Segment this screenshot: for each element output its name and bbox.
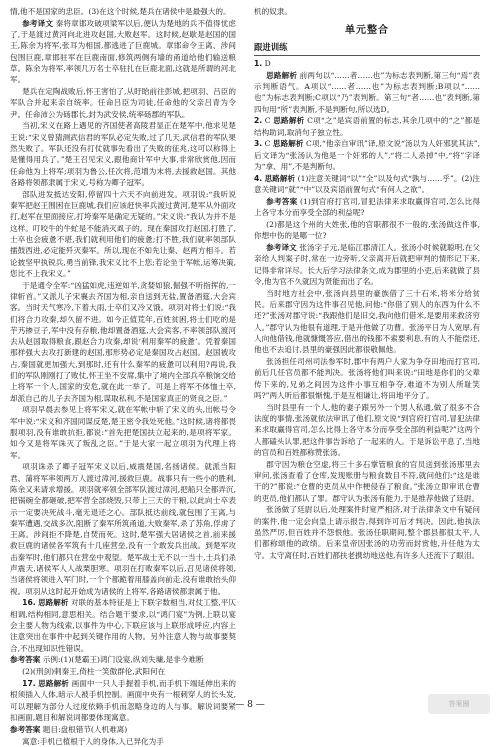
paragraph-label: 参考答案 [10, 724, 41, 734]
paragraph-label: 思路解析 [38, 679, 70, 689]
paragraph-text: 当时县里有一个人,他的妻子跟另外一个男人私通,做了很多不合法度的事情,张汤就依法审讯了他们,原文说“到官府打官司,冒犯法律来求取赢得官司,怎么比得上各守本分而享受全部的利益呢?”这两个人都磕头认罪,把这件事告诉给了一起来的人。于是诉讼平息了,当地的官员和百姓都称赞张汤。 [254, 402, 480, 457]
paragraph-label: 思路解析 [266, 70, 298, 80]
paragraph [10, 666, 236, 677]
paragraph-text: (2)都是这个州的大姓张,他的官职都很不一般的,张汤做这件事,你想中伤的是哪一位? [254, 220, 480, 241]
paragraph [10, 461, 236, 597]
section-title: 跟进训练 [254, 42, 480, 56]
paragraph-text: (1)注意关键词“以”“全”以及句式“孰与……乎”。(2)注意关键词“就”“中”以及宾语前置句式“有何人之欲”。 [254, 173, 480, 195]
paragraph-text: C项,“他亲自审讯”译,原文说“汤以为人奸邪犹其法”,后文译为“张汤认为他是一个奸邪的人”,“将二人杀掉”中,“将”字译为“拿、用”,不是判断句。 [254, 139, 481, 172]
paragraph [10, 654, 236, 665]
paragraph-label: 参考答案 [10, 655, 41, 665]
paragraph-text: 项羽诛杀了卿子冠军宋义以后,威震楚国,名扬诸侯。就派当阳君、蒲将军率领两万人渡过漳河,援救巨鹿。战事只有一些小的胜利,陈余又来请求增援。项羽就率领全部军队渡过漳河,把船只全都弄沉,把锅碗全都砸破,把军营全部烧毁,只带上三天的干粮,以此向士卒表示一定要决死战斗,毫无退还之心。部队抵达前线,就包围了王离,与秦军遭遇,交战多次,阻断了秦军所筑甬道,大败秦军,杀了苏角,俘虏了王离。涉间拒不降楚,自焚而死。这时,楚军强大居诸侯之首,前来援救巨鹿的诸侯各军筑有十几座营垒,没有一个敢发兵出战。到楚军攻击秦军时,他们都只在营垒中观望。楚军战士无不以一当十,士兵们杀声震天,诸侯军人人战栗胆寒。项羽在打败秦军以后,召见诸侯将领,当诸侯将领进入军门时,一个个都跪着用膝盖向前走,没有谁敢抬头仰视。项羽从这时起开始成为诸侯的上将军,各路诸侯都隶属于他。 [10, 462, 236, 596]
paragraph-text: 项羽早晨去参见上将军宋义,就在军帐中斩了宋义的头,出帐号令军中说:“宋义和齐国同谋反楚,楚王密令我处死他。”这时候,诸将都畏服项羽,没有谁敢抗拒,都说:“首先把楚国扶立起来的,是项将军家。如今又是将军诛灭了叛乱之臣。”于是大家一起立项羽为代理上将军。 [10, 405, 236, 460]
paragraph [10, 724, 236, 735]
unit-title: 单元整合 [345, 25, 389, 37]
paragraph-text: (2)(刑剑)剌秦王,倚柱一笑傲群伦,武阳何在 [22, 667, 166, 677]
paragraph [10, 86, 236, 120]
paragraph-text: 当时地方社会中,张汤向县里的豪族借了三十石米,将米分给贫民。后来郡守因为这件事召见他,问他:“你借了别人的东西为什么不还?”张汤对郡守说:“我跟他们是旧交,我向他们借米,是要用来救济穷人。”郡守认为他很有道理,于是升他做了功曹。张汤平日为人宽厚,有人向他借钱,他就慷慨答应,借出的钱都不索要利息,有的人不能偿还,他也不去追讨,县里的豪强因此都很敬佩他。 [254, 288, 480, 355]
paragraph-text: 寓意:手机已植根于人的身体,人已异化为手 [22, 736, 164, 746]
paragraph-text: 示例:(1)(楚霸王)鸿门设宴,纵刘失墉,是非今难断 [42, 655, 204, 665]
paragraph-qnum: 4. [254, 173, 263, 183]
paragraph [10, 280, 236, 404]
paragraph-label: 思路解析 [264, 173, 296, 183]
paragraph [10, 120, 236, 188]
page-number: — 8 — [235, 700, 265, 710]
paragraph-label: 参考译文 [22, 18, 54, 28]
paragraph-label: 思路解析 [272, 139, 304, 149]
paragraph [10, 6, 236, 17]
watermark-text: 答案圈 [448, 700, 470, 708]
paragraph-text: 郡守因为粮仓空虚,将三十多石掌管粮食的官员送到张汤那里去审问,张汤查看了仓库,发现账册与粮食数目不符,就问他们:“这是谁干的?”都说:“仓曹的吏员从中作梗侵吞了粮食。”张汤立即审讯仓曹的吏员,他们都认了罪。郡守认为张汤有能力,于是推荐他做了廷尉。 [254, 459, 480, 503]
paragraph [254, 504, 480, 560]
paragraph-text: (1)到官府打官司,冒犯法律来求取赢得官司,怎么比得上各守本分而享受全部的利益呢? [254, 196, 480, 218]
paragraph-label: 思路解析 [273, 116, 305, 126]
watermark-logo [428, 694, 490, 714]
paragraph-label: 思路解析 [38, 598, 69, 608]
paragraph [254, 402, 480, 458]
paragraph [10, 736, 236, 747]
paragraph-text: 张汤字子元,是临江郡清江人。张汤小时候就聪明,在父亲给人判案子时,常在一边旁听,父亲离开后就把审判的情形记下来,记得非常详尽。长大后学习法律条文,成为郡里的小吏,后来就做了县令,他为官不久就因为贤能而出了名。 [254, 243, 480, 287]
paragraph-label: 参考答案 [266, 196, 298, 206]
paragraph-text: 张汤做了廷尉以后,处理案件时宽严相济,对于法律条文中有疑问的案件,他一定会向皇上请示报告,得到许可后才判决。因此,他执法虽然严厉,但百姓并不怨恨他。张汤任职期间,整个郡县都很太平,人们都称颂他的政绩。后来皇帝因张汤的功劳而封赏他,升任他为太守。太守离任时,百姓们都扶老携幼地送他,有许多人还流下了眼泪。 [254, 505, 480, 560]
paragraph-text: 当初,宋义在路上遇见的齐国使者高陵君显正在楚军中,他求见楚王说:“宋义曾猜测武信君的军队必定失败,过了几天,武信君的军队果然失败了。军队还没有打仗就事先看出了失败的征兆,这可以称得上是懂得用兵了。”楚王召见宋义,跟他商计军中大事,非常欣赏他,因而任命他为上将军;项羽为鲁公,任次将,范增为末将,去援救赵国。其他各路将领都隶属于宋义,号称为卿子冠军。 [10, 121, 236, 187]
left-column [10, 6, 237, 746]
paragraph [10, 404, 236, 460]
right-paragraphs [254, 58, 480, 561]
paragraph-text: 画面中一只人手握着手机,而手机下端延伸出来的根须插入人体,暗示人被手机控制。画面中央有一根刺穿人的长头发,可以理解为部分人过度依赖手机而忽略身边的人与事。解说词要紧扣画面,题目和解说词都要体现寓意。 [10, 679, 237, 722]
paragraph-text: 情,他不是国家的忠臣。(3)在这个时候,楚兵在诸侯中是最强大的。 [10, 7, 231, 16]
paragraph [254, 356, 480, 401]
paragraph [254, 115, 480, 138]
right-top-line: 机的奴隶。 [254, 7, 292, 16]
paragraph [254, 196, 480, 219]
paragraph-num: 16. [22, 598, 36, 608]
paragraph [10, 18, 236, 86]
paragraph [10, 597, 236, 653]
paragraph [254, 242, 480, 287]
paragraph-text: D [264, 58, 271, 68]
paragraph [254, 288, 480, 356]
paragraph-text: 题目:盘根错节(人机难离) [42, 724, 128, 734]
paragraph-text: 对联的基本特征是上下联字数相当,对仗工整,平仄相调,结构相同,意思相关。结合题干要求,以“鸿门宴”为例,上联以宴会主要人物为线索,以事件为中心,下联应该与上联形成呼应,内容上注意突出在事件中起到关键作用的人物。另外注意人物与故事要契合,不出现知识性错误。 [10, 598, 236, 653]
paragraph-text: C [264, 139, 271, 149]
paragraph-num: 17. [22, 679, 36, 689]
paragraph-text: C [264, 116, 271, 126]
paragraph-qnum: 3. [254, 139, 263, 149]
paragraph-qnum: 2. [254, 116, 263, 126]
paragraph-text: C项“之”是宾语前置的标志,其余几项中的“之”都是结构助词,取消句子独立性。 [254, 116, 480, 137]
paragraph-text: 秦将章邯攻破项梁军以后,便认为楚地的兵不值得忧虑了,于是渡过黄河向北进攻赵国,大败赵军。这时候,赵歇是赵国的国王,陈余为将军,张耳为相国,都逃进了巨鹿城。章邯命令王离、涉间包围巨鹿,章邯驻军在巨鹿南面,修筑两侧有墙的甬道给他们输送粮草。陈余为将军,率领几万名士卒驻扎在巨鹿北面,这就是所谓的河北军。 [10, 18, 236, 85]
paragraph [254, 138, 480, 172]
paragraph [254, 58, 480, 69]
paragraph-label: 参考译文 [266, 243, 297, 253]
paragraph [254, 173, 480, 196]
paragraph-text: 前两句以“……者……也”为标志表判断,第三句“焉”表示判断语气。A项以“……者……也”为标志表判断;B项以“……也”为标志表判断;C项以“乃”表判断。第三句“者……也”表判断,第四句用“所”表判断,不是判断句,所以选D。 [254, 70, 481, 114]
paragraph-text: 部队进发抵达安阳,停留四十六天不向前进发。项羽说:“我听说秦军把赵王围困在巨鹿城,我们应该赶快率兵渡过黄河,楚军从外面攻打,赵军在里面接应,打垮秦军是确定无疑的。”宋义说:“我认为并不是这样。叮咬牛的牛虻是不能消灭虱子的。现在秦国攻打赵国,打胜了,士卒也会疲惫不堪,我们就利用他们的疲惫;打不胜,我们就率领部队擂鼓西进,必定能歼灭秦军。所以,现在不如先让秦、赵两方相斗。若论披坚甲执锐兵,勇当前锋,我宋义比不上您;若论坐于军帐,运筹决策,您比不上我宋义。” [10, 189, 236, 278]
paragraph-text: 张汤担任司州司法参军时,郡中有两户人家为争夺田地而打官司,前后几任官员都不能判决。张汤将他们叫来说:“田地是你们的父辈传下来的,兄弟之间因为这件小事互相争夺,难道不为别人所耻笑吗?”两人听后都很惭愧,于是互相谦让,将田地平分了。 [254, 357, 480, 400]
paragraph [254, 70, 480, 115]
paragraph-qnum: 1. [254, 58, 263, 68]
right-column [254, 6, 480, 696]
paragraph [254, 219, 480, 242]
paragraph [10, 189, 236, 279]
paragraph [254, 459, 480, 504]
paragraph-text: 楚兵在定陶战败后,怀王害怕了,从盱眙前往彭城,把项羽、吕臣的军队合并起来亲自统率。任命吕臣为司徒,任命他的父亲吕青为令尹。任命沛公为砀郡长,封为武安侯,统率砀郡的军队。 [10, 87, 236, 119]
paragraph-text: 于是通令全军:“凶猛如虎,违逆如羊,贪婪如狼,倔强不听指挥的,一律斩首。”又派儿子宋襄去齐国为相,亲自送到无盐,置备酒筵,大会宾客。当时天气寒冷,下着大雨,士卒们又冷又饿。项羽对将士们说:“我们将合力攻秦,却久留不进。如今正值荒年,百姓贫困,将士们吃的是芋艿掺豆子,军中没有存粮,他却置备酒筵,大会宾客,不率领部队渡河去从赵国取得粮食,跟赵合力攻秦,却说‘利用秦军的疲惫’。凭着秦国那样强大去攻打新建的赵国,那形势必定是秦国攻占赵国。赵国被攻占,秦国就更加强大,到那时,还有什么秦军的疲惫可以利用?再说,我们的军队刚刚打了败仗,怀王坐不安席,集中了境内全部兵卒粮饷交给上将军一个人,国家的安危,就在此一举了。可是上将军不体恤士卒,却派自己的儿子去齐国为相,谋取私利,不是国家真正的贤良之臣。” [10, 280, 236, 403]
